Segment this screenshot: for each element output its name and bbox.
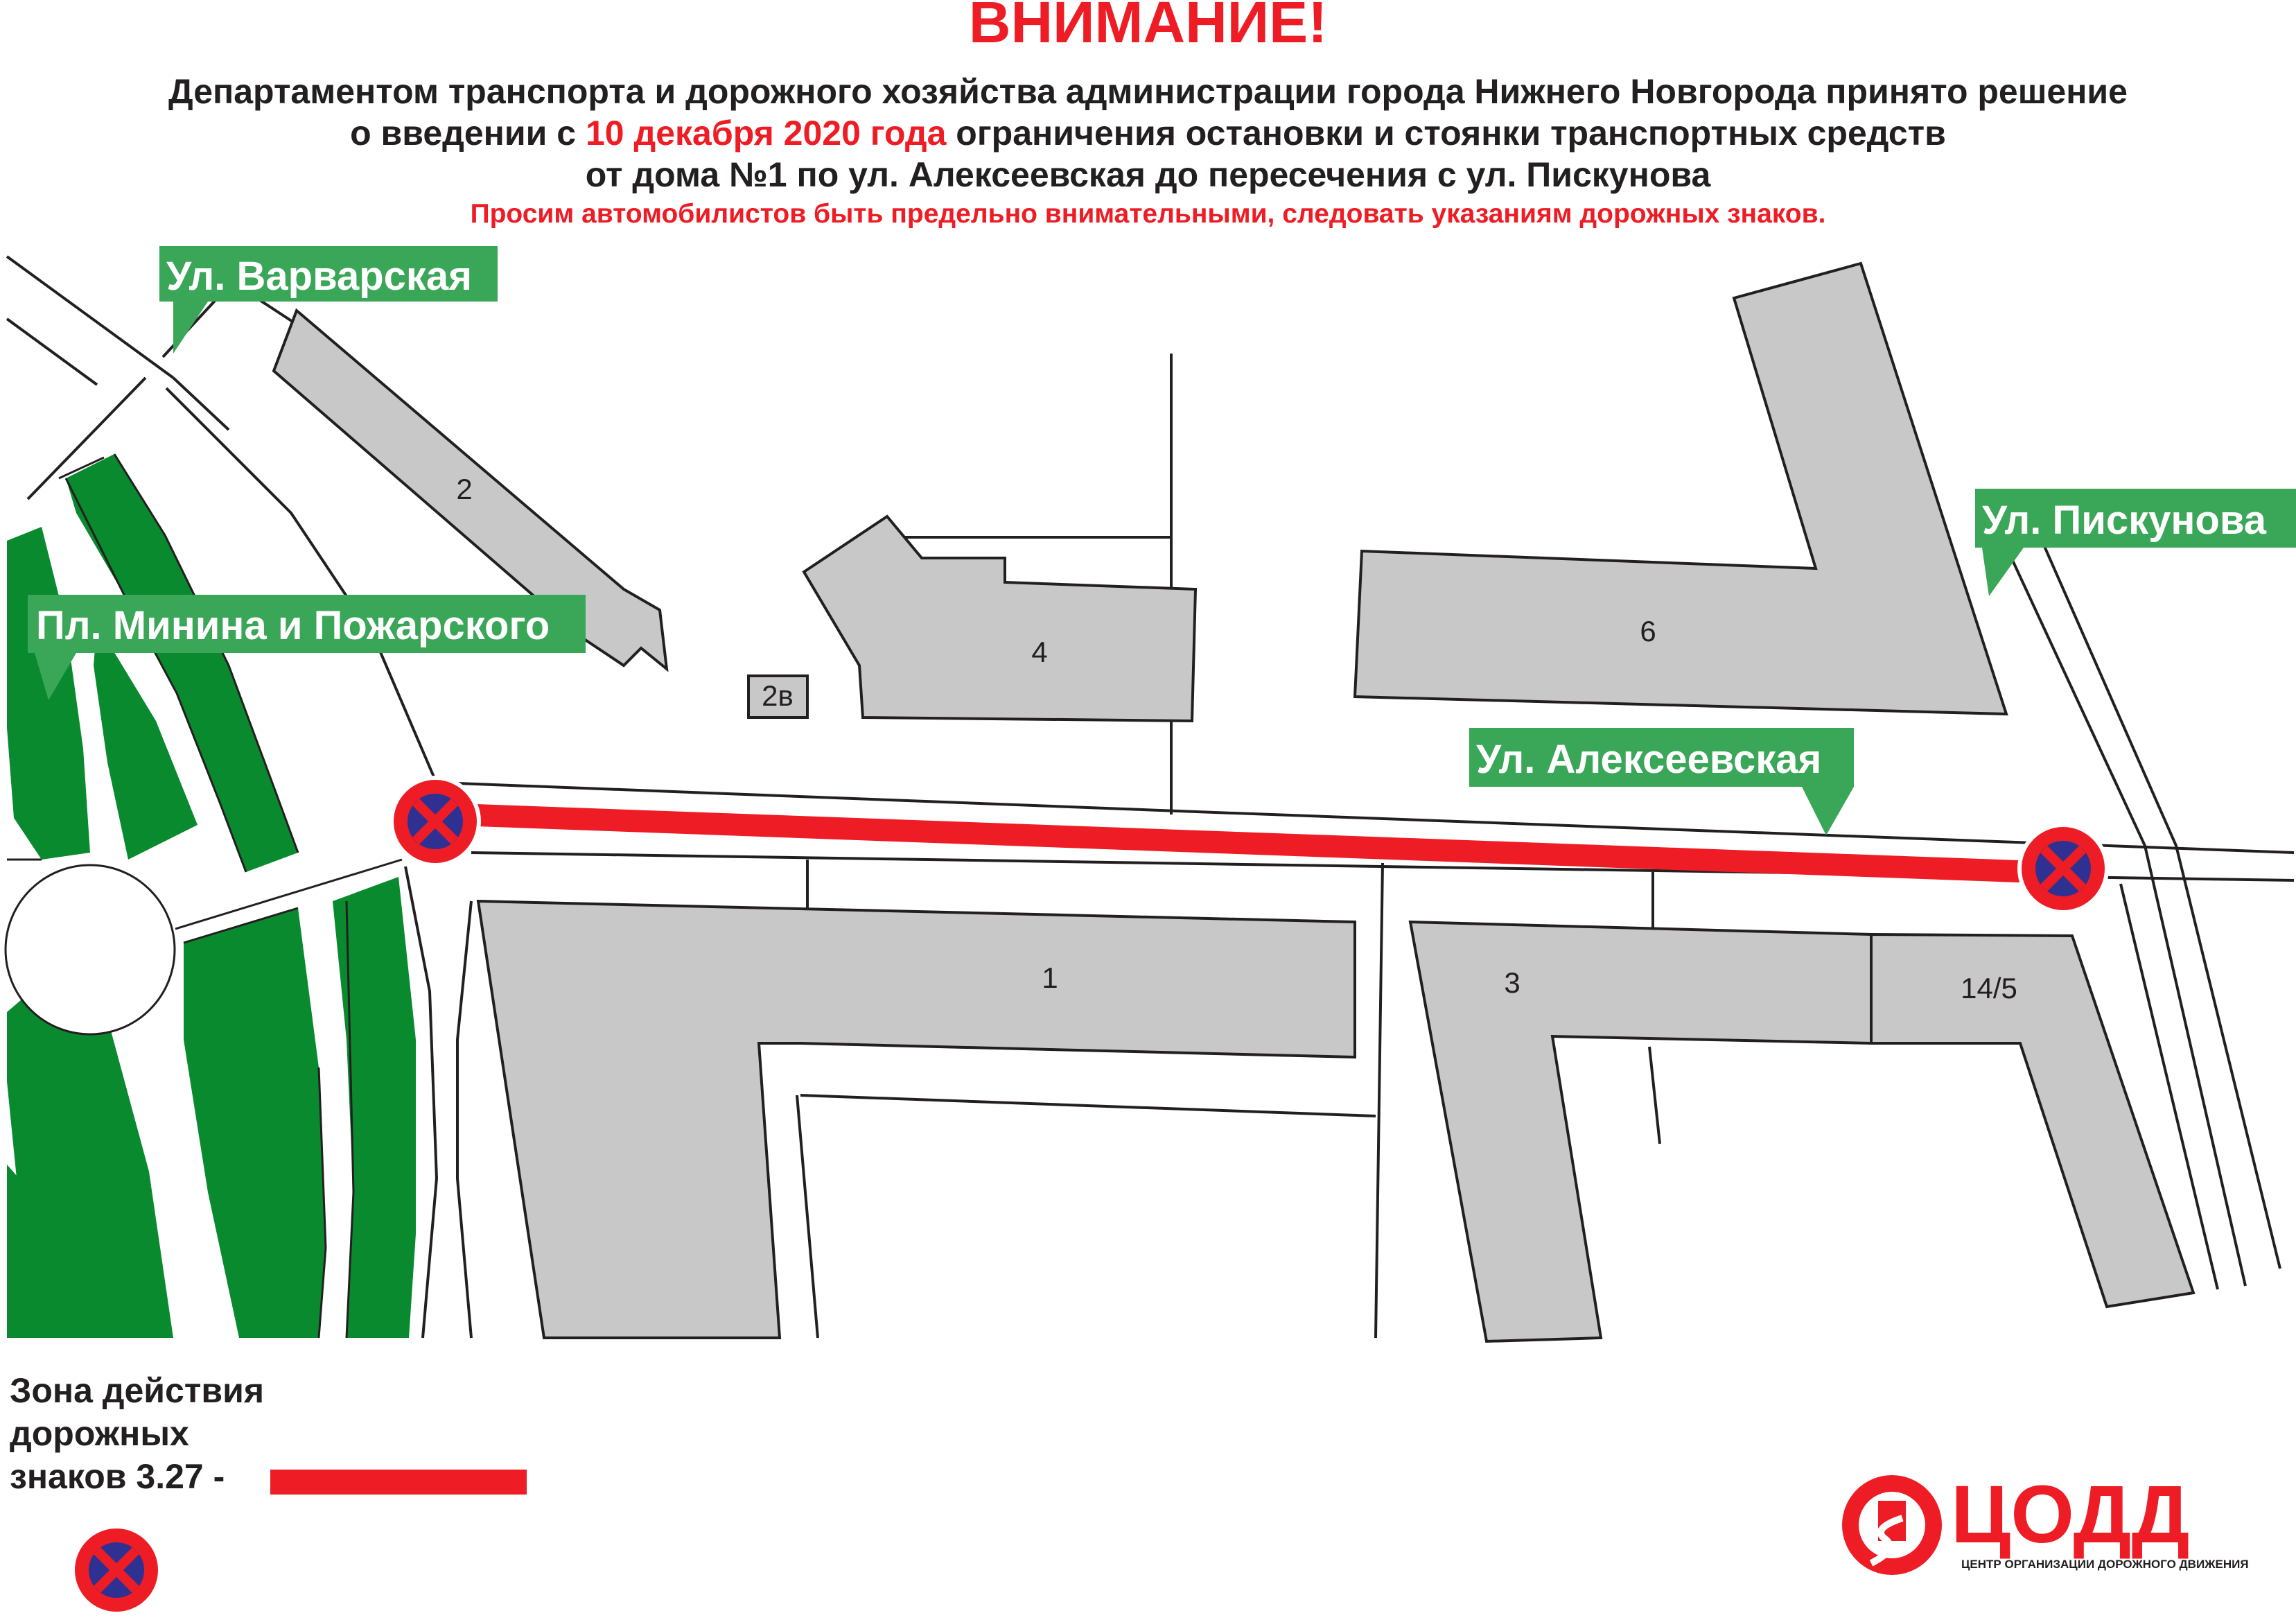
legend-line1: Зона действия [10,1371,264,1410]
building-number-6: 6 [1640,615,1656,647]
building-number-2v: 2в [762,679,794,712]
label-alekseevskaya-text: Ул. Алексеевская [1476,737,1822,782]
label-varvarskaya-text: Ул. Варварская [166,254,473,299]
page-title: ВНИМАНИЕ! [968,0,1328,55]
legend [10,1369,264,1498]
building-number-14-5: 14/5 [1961,972,2017,1004]
headline-line1: Департаментом транспорта и дорожного хозяйства администрации города Нижнего Новгорода принято решение [168,72,2128,111]
warning-text: Просим автомобилистов быть предельно внимательными, следовать указаниям дорожных знаков. [470,199,1826,229]
building-1 [478,901,1355,1338]
legend-sign-icon [71,1524,162,1616]
building-number-2: 2 [456,473,473,505]
building-4 [804,516,1195,721]
label-minin-square-text: Пл. Минина и Пожарского [36,603,550,648]
buildings [274,263,2193,1341]
label-piskunova [1975,489,2296,596]
logo-codd [1842,1469,2249,1575]
label-piskunova-text: Ул. Пискунова [1982,498,2266,543]
headline-line2-prefix: о введении с [350,114,586,153]
headline-line3: от дома №1 по ул. Алексеевская до пересечения с ул. Пискунова [585,155,1711,194]
building-number-3: 3 [1504,966,1521,999]
logo-name: ЦОДД [1951,1469,2190,1560]
no-stopping-sign-end-icon [2017,823,2109,914]
legend-zone-swatch [270,1470,527,1495]
label-alekseevskaya [1469,728,1854,835]
building-6 [1355,263,2006,714]
building-number-4: 4 [1031,636,1048,668]
legend-line3: знаков 3.27 - [10,1457,225,1496]
no-stopping-sign-start-icon [389,776,481,867]
building-number-1: 1 [1042,961,1058,994]
logo-subtitle: ЦЕНТР ОРГАНИЗАЦИИ ДОРОЖНОГО ДВИЖЕНИЯ [1961,1558,2249,1571]
effective-date: 10 декабря 2020 года [585,114,947,153]
legend-line2: дорожных [10,1414,189,1453]
headline-line2-suffix: ограничения остановки и стоянки транспортных средств [946,114,1946,153]
building-3 [1410,922,1871,1341]
